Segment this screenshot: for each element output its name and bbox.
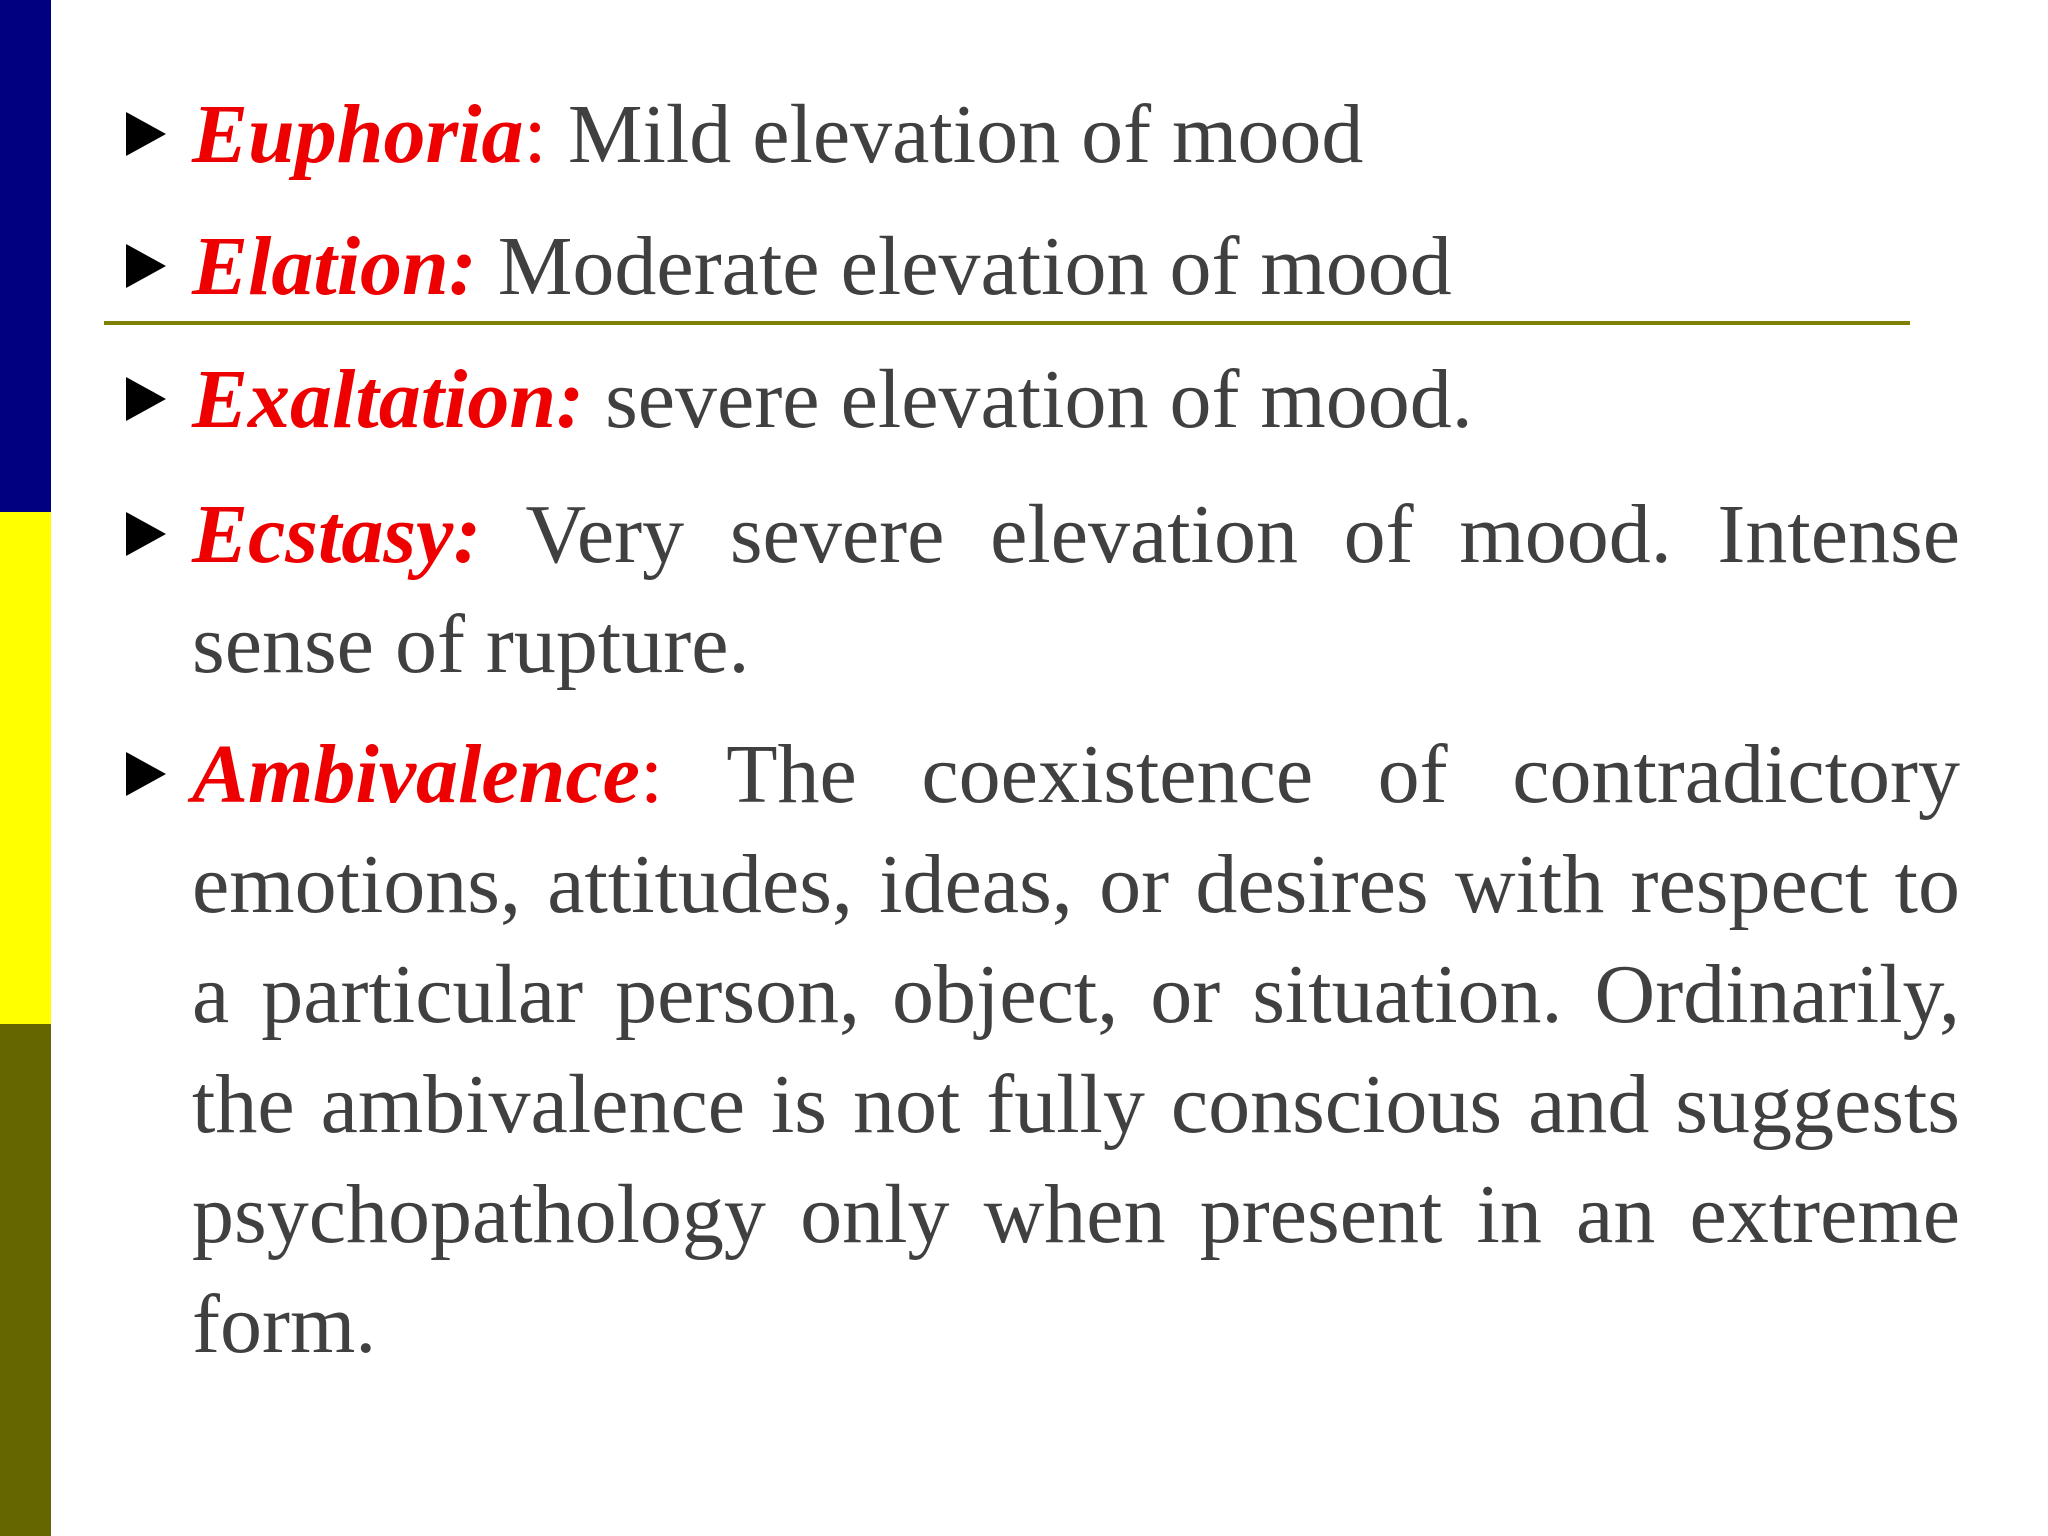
bullet-item-elation xyxy=(192,212,1452,322)
term-separator: : xyxy=(639,728,664,821)
side-bar-yellow xyxy=(0,512,51,1024)
triangle-right-icon xyxy=(126,377,166,421)
side-bar-blue xyxy=(0,0,51,512)
triangle-right-icon xyxy=(126,244,166,288)
bullet-item-exaltation xyxy=(192,345,1473,455)
bullet-item-ecstasy xyxy=(192,480,1960,700)
definition-text: Moderate elevation of mood xyxy=(476,220,1452,313)
definition-text: Mild elevation of mood xyxy=(546,88,1364,181)
term-label: Elation: xyxy=(192,220,477,313)
definition-text: The coexistence of contradictory emotions, attitudes, ideas, or desires with respect to a particular person, object, or situation. Ordinarily, the ambivalence is not fully conscious and suggests psychopathology only when present in an extreme form. xyxy=(192,728,1960,1371)
term-label: Ecstasy: xyxy=(192,488,482,581)
bullet-item-euphoria xyxy=(192,80,1363,190)
term-label: Ambivalence xyxy=(192,728,640,821)
definition-text: severe elevation of mood. xyxy=(584,353,1473,446)
triangle-right-icon xyxy=(126,752,166,796)
term-separator: : xyxy=(523,88,547,181)
term-label: Exaltation: xyxy=(192,353,585,446)
triangle-right-icon xyxy=(126,112,166,156)
triangle-right-icon xyxy=(126,512,166,556)
bullet-item-ambivalence xyxy=(192,720,1960,1380)
side-bar-olive xyxy=(0,1024,51,1536)
term-label: Euphoria xyxy=(192,88,524,181)
definition-text: Very severe elevation of mood. Intense sense of rupture. xyxy=(192,488,1960,691)
